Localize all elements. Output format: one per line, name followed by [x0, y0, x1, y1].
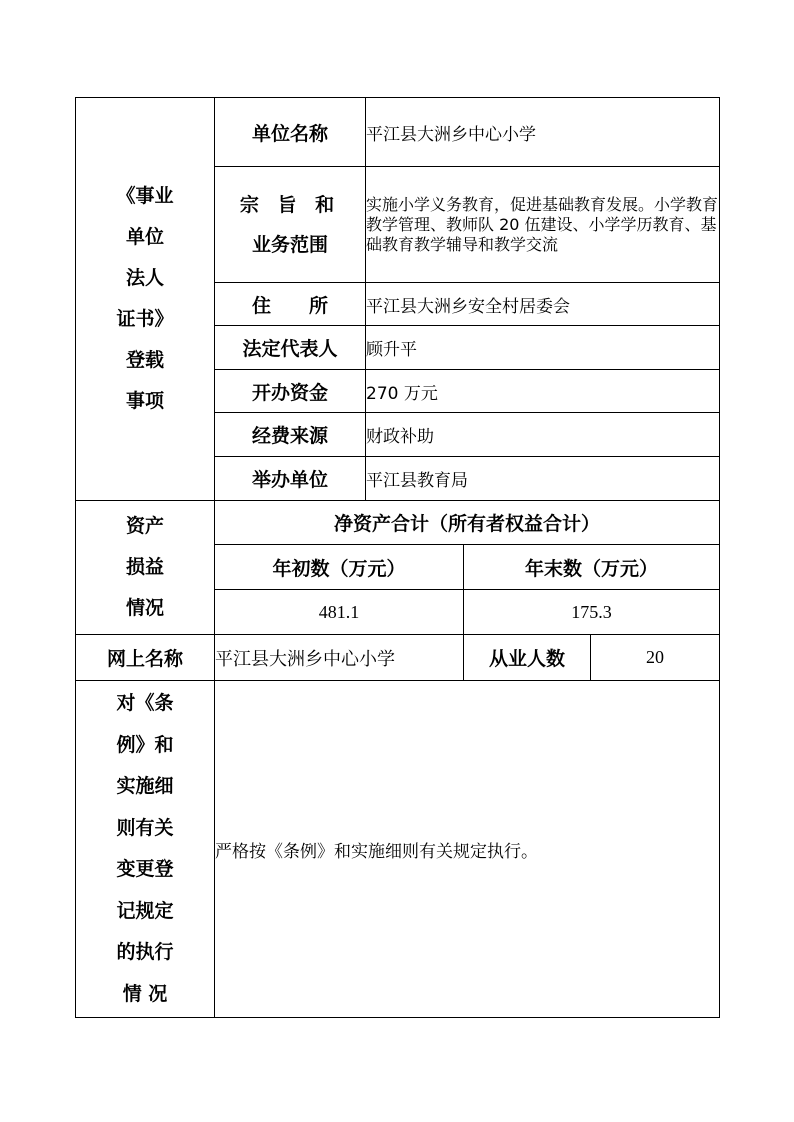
side-label-line: 事项 — [125, 390, 164, 412]
assets-label-line: 资产 — [125, 515, 164, 537]
side-label-line: 《事业 — [116, 185, 174, 207]
sponsor-value: 平江县教育局 — [366, 457, 720, 501]
compliance-label-line: 对《条 — [116, 692, 174, 714]
capital-label: 开办资金 — [215, 370, 366, 413]
funding-value: 财政补助 — [366, 413, 720, 457]
legal-rep-label: 法定代表人 — [215, 326, 366, 370]
registration-form — [75, 97, 719, 1017]
capital-value: 270 万元 — [366, 370, 720, 413]
side-label-line: 法人 — [125, 267, 164, 289]
address-label: 住 所 — [215, 283, 366, 326]
net-assets-header: 净资产合计（所有者权益合计） — [215, 501, 720, 545]
side-label-line: 单位 — [125, 226, 164, 248]
unit-name-label: 单位名称 — [215, 98, 366, 167]
online-name-value: 平江县大洲乡中心小学 — [215, 635, 464, 681]
certificate-items-label — [76, 98, 215, 501]
purpose-label — [215, 167, 366, 283]
assets-label-line: 情况 — [125, 597, 164, 619]
staff-count-label: 从业人数 — [464, 635, 591, 681]
staff-count-value: 20 — [591, 635, 720, 681]
form-table — [75, 97, 720, 1018]
begin-year-label: 年初数（万元） — [215, 545, 464, 590]
compliance-label-line: 记规定 — [116, 899, 174, 922]
legal-rep-value: 顾升平 — [366, 326, 720, 370]
purpose-label-line: 宗 旨 和 — [239, 193, 341, 216]
compliance-label-line: 的执行 — [116, 941, 174, 963]
end-year-value: 175.3 — [464, 590, 720, 635]
compliance-label-line: 例》和 — [116, 733, 174, 756]
assets-label-line: 损益 — [125, 556, 164, 578]
address-value: 平江县大洲乡安全村居委会 — [366, 283, 720, 326]
compliance-label-line: 则有关 — [116, 816, 174, 839]
side-label-line: 登载 — [125, 349, 164, 371]
compliance-label — [76, 681, 215, 1018]
end-year-label: 年末数（万元） — [464, 545, 720, 590]
compliance-label-line: 实施细 — [116, 775, 174, 797]
compliance-label-line: 情 况 — [122, 982, 168, 1005]
compliance-value: 严格按《条例》和实施细则有关规定执行。 — [215, 681, 720, 1018]
side-label-line: 证书》 — [116, 308, 174, 330]
purpose-label-line: 业务范围 — [251, 233, 328, 256]
online-name-label: 网上名称 — [76, 635, 215, 681]
sponsor-label: 举办单位 — [215, 457, 366, 501]
unit-name-value: 平江县大洲乡中心小学 — [366, 98, 720, 167]
purpose-value: 实施小学义务教育，促进基础教育发展。小学教育教学管理、教师队 20 伍建设、小学学历教育、基础教育教学辅导和教学交流 — [366, 167, 720, 283]
assets-label — [76, 501, 215, 635]
compliance-label-line: 变更登 — [116, 858, 174, 880]
begin-year-value: 481.1 — [215, 590, 464, 635]
funding-label: 经费来源 — [215, 413, 366, 457]
